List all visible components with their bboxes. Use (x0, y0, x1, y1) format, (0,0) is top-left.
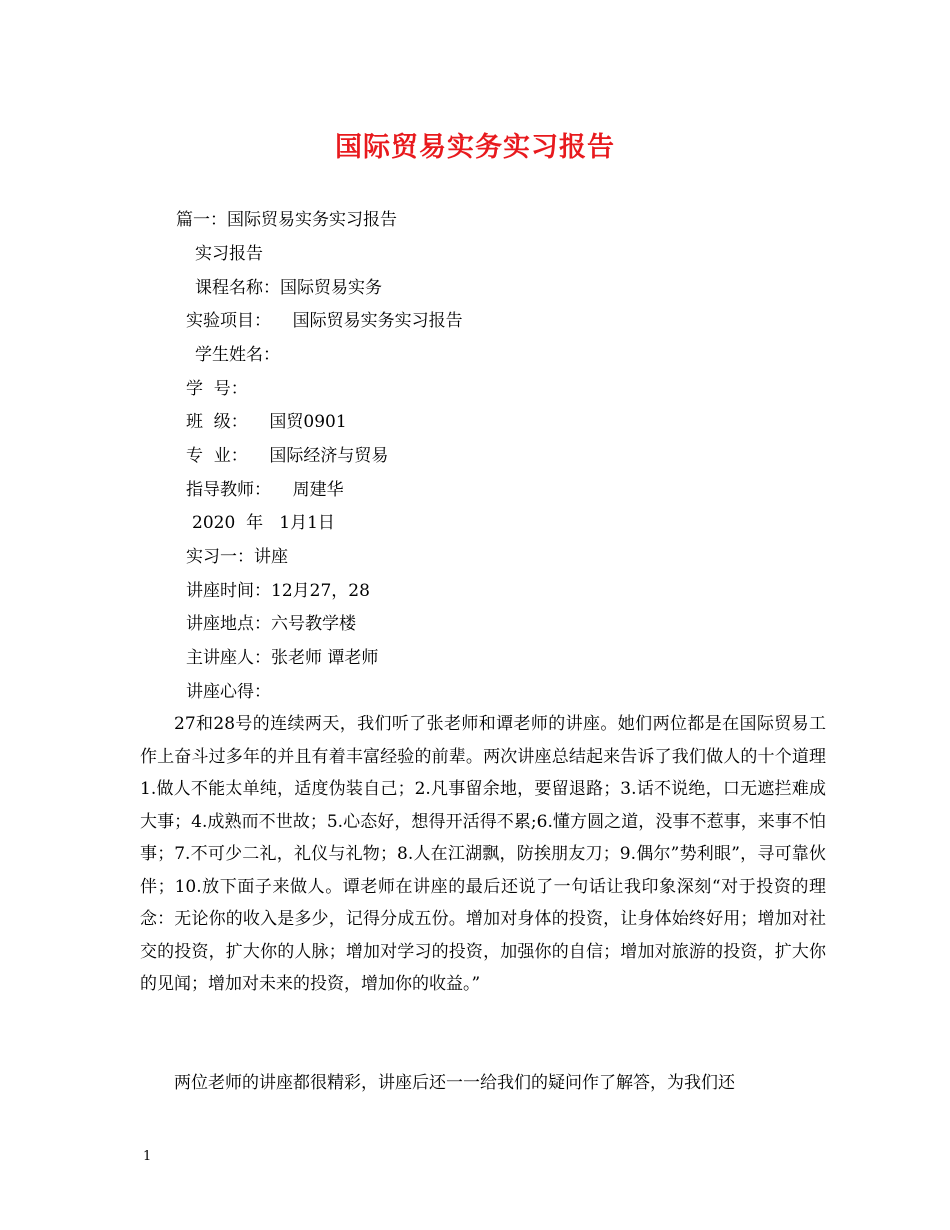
page-number: 1 (143, 1149, 152, 1164)
student-id-line: 学 号： (186, 379, 248, 399)
report-label: 实习报告 (195, 244, 263, 264)
student-name-line: 学生姓名： (195, 345, 280, 365)
lecture-time-line: 讲座时间：12月27，28 (186, 581, 370, 601)
date-line: 2020 年 1月1日 (192, 513, 335, 533)
lecture-notes-paragraph: 27和28号的连续两天，我们听了张老师和谭老师的讲座。她们两位都是在国际贸易工作上奋斗过多年的并且有着丰富经验的前辈。两次讲座总结起来告诉了我们做人的十个道理1.做人不能太单纯，适度伪装自己；2.凡事留余地，要留退路；3.话不说绝，口无遮拦难成大事；4.成熟而不世故；5.心态好，想得开活得不累;6.懂方圆之道，没事不惹事，来事不怕事；7.不可少二礼，礼仪与礼物；8.人在江湖飘，防挨朋友刀；9.偶尔”势利眼”，寻可靠伙伴；10.放下面子来做人。谭老师在讲座的最后还说了一句话让我印象深刻“对于投资的理念：无论你的收入是多少，记得分成五份。增加对身体的投资，让身体始终好用；增加对社交的投资，扩大你的人脉；增加对学习的投资，加强你的自信；增加对旅游的投资，扩大你的见闻；增加对未来的投资，增加你的收益。” (140, 714, 826, 994)
internship-one-heading: 实习一：讲座 (186, 547, 288, 567)
lecture-location-line: 讲座地点：六号教学楼 (186, 614, 356, 634)
advisor-line: 指导教师： 周建华 (186, 480, 344, 500)
document-title: 国际贸易实务实习报告 (335, 132, 615, 163)
lecturer-line: 主讲座人：张老师 谭老师 (186, 648, 379, 668)
closing-paragraph: 两位老师的讲座都很精彩，讲座后还一一给我们的疑问作了解答，为我们还 (174, 1073, 735, 1093)
course-name-line: 课程名称：国际贸易实务 (195, 278, 382, 298)
class-line: 班 级： 国贸0901 (186, 412, 347, 432)
experiment-project-line: 实验项目： 国际贸易实务实习报告 (186, 311, 463, 331)
major-line: 专 业： 国际经济与贸易 (186, 446, 389, 466)
section-heading: 篇一：国际贸易实务实习报告 (176, 210, 397, 230)
lecture-notes-heading: 讲座心得： (186, 682, 271, 702)
